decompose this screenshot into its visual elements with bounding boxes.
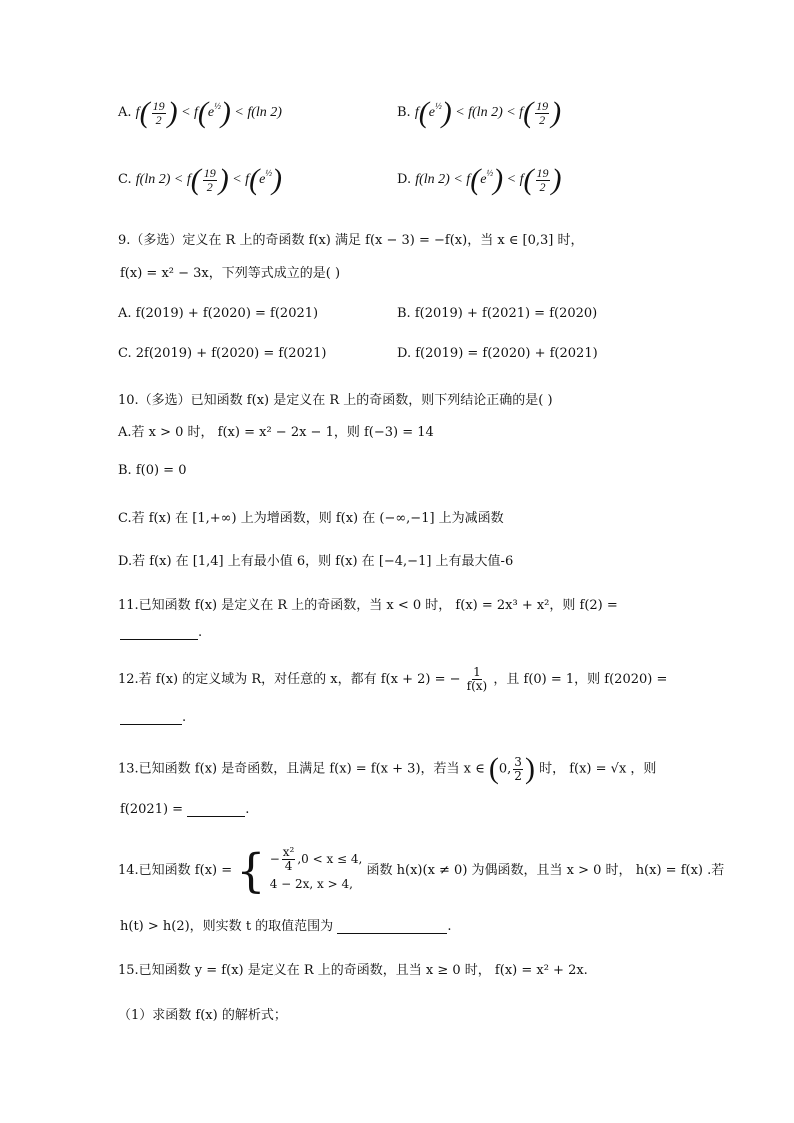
math-expression: $f(e^{\frac{1}{2}}) < f(\ln$ 2) < f( $\frac{19}{2}$ ) bbox=[414, 96, 562, 129]
q11-stem: 11.已知函数 f(x) 是定义在 R 上的奇函数，当 x < 0 时， f(x) = 2x³ + x²，则 f(2) = bbox=[118, 598, 618, 613]
close-paren: ) bbox=[524, 752, 535, 785]
period: . bbox=[447, 919, 452, 934]
math-expression: f(ln 2) < f( $\frac{19}{2}$ ) < $f(e^{\frac{1}{2}})$ bbox=[135, 163, 283, 196]
option-label: D. bbox=[397, 172, 412, 188]
frac-denominator: f(x) bbox=[466, 679, 488, 693]
q9-option-b: B. f(2019) + f(2021) = f(2020) bbox=[397, 306, 598, 321]
answer-blank[interactable] bbox=[187, 802, 245, 817]
q12-stem bbox=[118, 666, 667, 693]
q14-text-line2: h(t) > h(2)，则实数 t 的取值范围为 bbox=[120, 919, 334, 934]
answer-blank[interactable] bbox=[120, 625, 198, 640]
answer-blank[interactable] bbox=[120, 710, 182, 725]
case-1: − $\frac{\text{x²}}{4}$ ,0 < x ≤ 4, bbox=[269, 845, 363, 873]
q13-text-pre: 13.已知函数 f(x) 是奇函数，且满足 f(x) = f(x + 3)，若当 x ∈ bbox=[118, 761, 485, 777]
q12-fraction bbox=[467, 666, 488, 693]
q12-text-pre: 12.若 f(x) 的定义域为 R，对任意的 x，都有 f(x + 2) = − bbox=[118, 672, 461, 687]
q15-sub1: （1）求函数 f(x) 的解析式； bbox=[118, 1008, 287, 1023]
option-label: B. bbox=[397, 105, 411, 121]
case-2: 4 − 2x, x > 4, bbox=[269, 877, 353, 891]
q11-answer-line bbox=[120, 625, 202, 640]
q8-option-d bbox=[397, 165, 562, 195]
q9-option-c: C. 2f(2019) + f(2020) = f(2021) bbox=[118, 346, 327, 361]
q9-stem-line1: 9.（多选）定义在 R 上的奇函数 f(x) 满足 f(x − 3) = −f(x)，当 x ∈ [0,3] 时， bbox=[118, 233, 584, 248]
math-expression: f( $\frac{19}{2}$ ) < $f(e^{\frac{1}{2}}) < f(\ln$ 2) bbox=[135, 96, 282, 129]
case-1-condition: ,0 < x ≤ 4, bbox=[297, 852, 363, 866]
frac-denominator: 2 bbox=[514, 768, 522, 783]
q9-stem-line2: f(x) = x² − 3x，下列等式成立的是( ) bbox=[120, 266, 341, 281]
period: . bbox=[182, 710, 187, 725]
answer-blank[interactable] bbox=[337, 919, 447, 934]
q13-stem bbox=[118, 754, 656, 784]
piecewise-cases bbox=[270, 846, 363, 895]
option-label: C. bbox=[118, 172, 132, 188]
period: . bbox=[198, 625, 203, 640]
frac-numerator: 1 bbox=[473, 665, 481, 679]
q13-text-post: 时， f(x) = √x ，则 bbox=[539, 761, 657, 777]
q8-option-a bbox=[118, 98, 282, 128]
open-paren: ( bbox=[488, 752, 499, 785]
q10-option-a: A.若 x > 0 时， f(x) = x² − 2x − 1，则 f(−3) = 14 bbox=[118, 425, 434, 440]
q10-option-c: C.若 f(x) 在 [1,+∞) 上为增函数，则 f(x) 在 (−∞,−1] 上为减函数 bbox=[118, 511, 504, 526]
q14-text-post: 函数 h(x)(x ≠ 0) 为偶函数，且当 x > 0 时， h(x) = f(x) .若 bbox=[366, 863, 725, 878]
q13-interval-left: 0, bbox=[498, 761, 512, 777]
q14-answer-line bbox=[120, 915, 451, 934]
q12-text-post: ，且 f(0) = 1，则 f(2020) = bbox=[493, 672, 668, 687]
q9-option-a: A. f(2019) + f(2020) = f(2021) bbox=[118, 306, 319, 321]
q13-text-line2: f(2021) = bbox=[120, 802, 184, 817]
option-label: A. bbox=[118, 105, 132, 121]
q12-answer-line bbox=[120, 710, 186, 725]
frac-numerator: 3 bbox=[514, 754, 522, 769]
frac-numerator: x² bbox=[282, 845, 295, 859]
q13-answer-line bbox=[120, 802, 249, 817]
q8-option-c bbox=[118, 165, 282, 195]
q14-stem bbox=[118, 843, 725, 898]
q10-option-b: B. f(0) = 0 bbox=[118, 463, 187, 478]
q15-stem: 15.已知函数 y = f(x) 是定义在 R 上的奇函数，且当 x ≥ 0 时， f(x) = x² + 2x. bbox=[118, 963, 588, 978]
frac-denominator: 4 bbox=[284, 859, 293, 873]
math-expression: f(ln $2) < f(e^{\frac{1}{2}}) < f$( $\frac{19}{2}$ ) bbox=[415, 163, 562, 196]
q10-option-d: D.若 f(x) 在 [1,4] 上有最小值 6，则 f(x) 在 [−4,−1] 上有最大值-6 bbox=[118, 554, 514, 569]
q10-stem: 10.（多选）已知函数 f(x) 是定义在 R 上的奇函数，则下列结论正确的是( ) bbox=[118, 393, 553, 408]
period: . bbox=[245, 802, 250, 817]
q9-option-d: D. f(2019) = f(2020) + f(2021) bbox=[397, 346, 598, 361]
brace: { bbox=[236, 843, 266, 898]
q14-text-pre: 14.已知函数 f(x) = bbox=[118, 863, 233, 878]
q13-fraction bbox=[513, 756, 523, 783]
q8-option-b bbox=[397, 98, 561, 128]
